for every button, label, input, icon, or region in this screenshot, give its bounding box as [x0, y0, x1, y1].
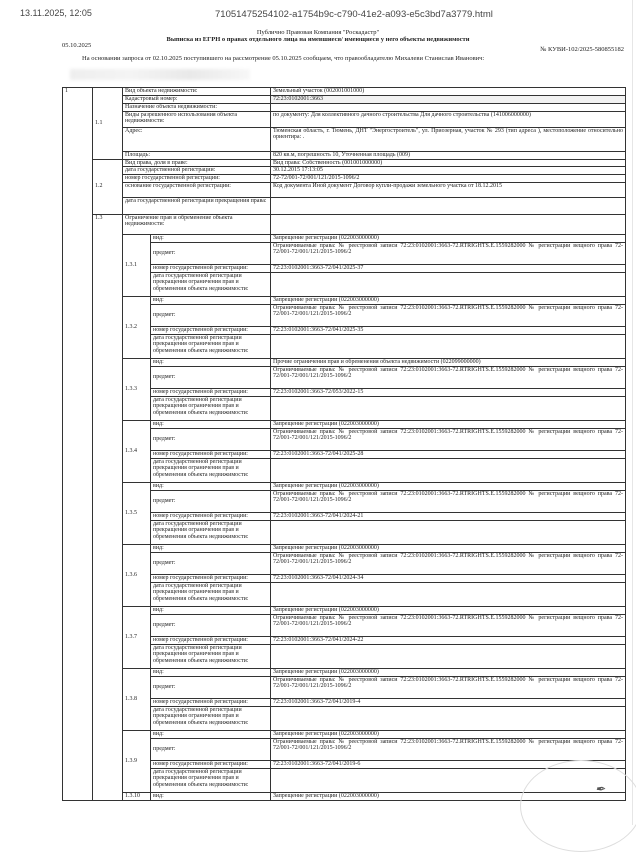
- table-row: [63, 167, 626, 175]
- encumbrance-type: Запрещение регистрации (022003000000): [271, 420, 626, 428]
- stamp-mark: [520, 760, 636, 852]
- table-row: [63, 182, 626, 197]
- redacted-area: [70, 69, 250, 80]
- field-label: Площадь:: [123, 151, 271, 159]
- table-row: [63, 197, 626, 214]
- field-value: Тюменская область, г. Тюмень, ДНТ "Энергостроитель", ул. Приозерная, участок № 293 (тип адреса ), местоположение относительно ориентира: .: [271, 127, 626, 151]
- field-label: вид:: [151, 358, 271, 366]
- encumbrance-subject: Ограничиваемые права: № реестровой записи 72:23:0102001:3663-72.RTRIGHTS.E.1559282000 № регистрации вещного права 72-72/001-72/001/121/2015-1096/2: [271, 304, 626, 326]
- field-value: [271, 197, 626, 214]
- field-label: вид:: [151, 606, 271, 614]
- field-label: вид:: [151, 296, 271, 304]
- field-label: предмет:: [151, 490, 271, 512]
- entry-number: 1.3.2: [123, 296, 151, 358]
- field-label: номер государственной регистрации:: [151, 574, 271, 582]
- field-label: номер государственной регистрации:: [151, 326, 271, 334]
- field-label: вид:: [151, 668, 271, 676]
- encumbrance-type: Запрещение регистрации (022003000000): [271, 482, 626, 490]
- table-row: [63, 127, 626, 151]
- entry-number: 1.3.1: [123, 234, 151, 296]
- entry-number: 1.3.8: [123, 668, 151, 730]
- field-label: Вид объекта недвижимости:: [123, 88, 271, 96]
- encumbrance-type: Запрещение регистрации (022003000000): [271, 234, 626, 242]
- field-label: основание государственной регистрации:: [123, 182, 271, 197]
- termination-date: [271, 334, 626, 358]
- page-edge-divider: [632, 0, 633, 825]
- field-label: Виды разрешенного использования объекта недвижимости:: [123, 111, 271, 127]
- encumbrance-subject: Ограничиваемые права: № реестровой записи 72:23:0102001:3663-72.RTRIGHTS.E.1559282000 № регистрации вещного права 72-72/001-72/001/121/2015-1096/2: [271, 552, 626, 574]
- field-value: по документу: Для коллективного дачного строительства Для дачного строительства (141006000000): [271, 111, 626, 127]
- field-value: 72:23:0102001:3663: [271, 96, 626, 104]
- registration-number: 72:23:0102001:3663-72/053/2022-15: [271, 388, 626, 396]
- company-name: Публично Правовая Компания "Роскадастр": [256, 29, 380, 36]
- encumbrance-subject: Ограничиваемые права: № реестровой записи 72:23:0102001:3663-72.RTRIGHTS.E.1559282000 № регистрации вещного права 72-72/001-72/001/121/2015-1096/2: [271, 428, 626, 450]
- entry-number: 1.3.5: [123, 482, 151, 544]
- entry-number: 1.3.9: [123, 730, 151, 792]
- field-label: вид:: [151, 420, 271, 428]
- field-label: предмет:: [151, 366, 271, 388]
- field-label: Вид права, доля в праве:: [123, 159, 271, 167]
- field-value: Вид права: Собственность (001001000000): [271, 159, 626, 167]
- field-label: предмет:: [151, 428, 271, 450]
- registration-number: 72:23:0102001:3663-72/041/2019-4: [271, 698, 626, 706]
- encumbrance-subject: Ограничиваемые права: № реестровой записи 72:23:0102001:3663-72.RTRIGHTS.E.1559282000 № регистрации вещного права 72-72/001-72/001/121/2015-1096/2: [271, 366, 626, 388]
- table-row: [63, 174, 626, 182]
- field-label: предмет:: [151, 552, 271, 574]
- field-label: предмет:: [151, 676, 271, 698]
- encumbrance-subject: Ограничиваемые права: № реестровой записи 72:23:0102001:3663-72.RTRIGHTS.E.1559282000 № регистрации вещного права 72-72/001-72/001/121/2015-1096/2: [271, 614, 626, 636]
- field-label: вид:: [151, 482, 271, 490]
- field-label: предмет:: [151, 304, 271, 326]
- field-label: Адрес:: [123, 127, 271, 151]
- field-label: номер государственной регистрации:: [151, 388, 271, 396]
- section-number: 1.1: [93, 88, 123, 160]
- row-number: 1: [63, 88, 93, 801]
- encumbrance-subject: Ограничиваемые права: № реестровой записи 72:23:0102001:3663-72.RTRIGHTS.E.1559282000 № регистрации вещного права 72-72/001-72/001/121/2015-1096/2: [271, 242, 626, 264]
- entry-number: 1.3.7: [123, 606, 151, 668]
- field-label: дата государственной регистрации прекращения ограничения прав и обременения объекта недвижимости:: [151, 582, 271, 606]
- termination-date: [271, 458, 626, 482]
- registration-number: 72:23:0102001:3663-72/041/2024-21: [271, 512, 626, 520]
- registration-number: 72:23:0102001:3663-72/041/2024-22: [271, 636, 626, 644]
- field-label: вид:: [151, 234, 271, 242]
- encumbrance-subject: Ограничиваемые права: № реестровой записи 72:23:0102001:3663-72.RTRIGHTS.E.1559282000 № регистрации вещного права 72-72/001-72/001/121/2015-1096/2: [271, 490, 626, 512]
- print-datetime: 13.11.2025, 12:05: [20, 8, 92, 18]
- encumbrance-type: Запрещение регистрации (022003000000): [271, 296, 626, 304]
- encumbrance-type: Запрещение регистрации (022003000000): [271, 544, 626, 552]
- field-label: вид:: [151, 544, 271, 552]
- entry-number: 1.3.10: [123, 792, 151, 800]
- field-label: дата государственной регистрации прекращения ограничения прав и обременения объекта недвижимости:: [151, 644, 271, 668]
- entry-number: 1.3.6: [123, 544, 151, 606]
- encumbrance-row: [63, 730, 626, 738]
- field-label: дата государственной регистрации прекращения ограничения прав и обременения объекта недвижимости:: [151, 520, 271, 544]
- encumbrance-type: Прочие ограничения прав и обременения объекта недвижимости (022099000000): [271, 358, 626, 366]
- field-label: дата государственной регистрации прекращения права:: [123, 197, 271, 214]
- encumbrance-type: Запрещение регистрации (022003000000): [271, 730, 626, 738]
- field-label: вид:: [151, 730, 271, 738]
- field-label: Ограничение прав и обременение объекта недвижимости:: [123, 214, 271, 234]
- registration-number: 72:23:0102001:3663-72/041/2025-28: [271, 450, 626, 458]
- field-label: дата государственной регистрации:: [123, 167, 271, 175]
- termination-date: [271, 582, 626, 606]
- field-label: номер государственной регистрации:: [151, 698, 271, 706]
- signature: ✒: [595, 782, 606, 796]
- field-label: предмет:: [151, 614, 271, 636]
- table-row: [63, 214, 626, 234]
- field-label: номер государственной регистрации:: [151, 450, 271, 458]
- section-number: 1.3: [93, 214, 123, 800]
- encumbrance-row: [63, 668, 626, 676]
- entry-number: 1.3.4: [123, 420, 151, 482]
- field-value: 72-72/001-72/001/121/2015-1096/2: [271, 174, 626, 182]
- termination-date: [271, 272, 626, 296]
- table-row: [63, 151, 626, 159]
- field-label: номер государственной регистрации:: [151, 512, 271, 520]
- encumbrance-row: [63, 606, 626, 614]
- encumbrance-type: Запрещение регистрации (022003000000): [271, 792, 626, 800]
- encumbrance-row: [63, 420, 626, 428]
- field-label: номер государственной регистрации:: [151, 636, 271, 644]
- registration-number: 72:23:0102001:3663-72/041/2025-35: [271, 326, 626, 334]
- field-value: 820 кв.м, погрешность 10, Уточненная площадь (009): [271, 151, 626, 159]
- field-label: номер государственной регистрации:: [123, 174, 271, 182]
- table-row: [63, 104, 626, 112]
- document-title: Выписка из ЕГРН о правах отдельного лица на имевшиеся/ имеющиеся у него объекты недвижимости: [166, 36, 470, 43]
- field-value: [271, 214, 626, 234]
- field-label: предмет:: [151, 242, 271, 264]
- entry-number: 1.3.3: [123, 358, 151, 420]
- document-date: 05.10.2025: [62, 42, 92, 49]
- field-label: дата государственной регистрации прекращения ограничения прав и обременения объекта недвижимости:: [151, 706, 271, 730]
- encumbrance-subject: Ограничиваемые права: № реестровой записи 72:23:0102001:3663-72.RTRIGHTS.E.1559282000 № регистрации вещного права 72-72/001-72/001/121/2015-1096/2: [271, 676, 626, 698]
- section-number: 1.2: [93, 159, 123, 214]
- field-label: номер государственной регистрации:: [151, 264, 271, 272]
- rights-table: [62, 87, 626, 801]
- encumbrance-subject: Ограничиваемые права: № реестровой записи 72:23:0102001:3663-72.RTRIGHTS.E.1559282000 № регистрации вещного права 72-72/001-72/001/121/2015-1096/2: [271, 738, 626, 760]
- field-value: Код документа Иной документ Договор купли-продажи земельного участка от 18.12.2015: [271, 182, 626, 197]
- field-label: дата государственной регистрации прекращения ограничения прав и обременения объекта недвижимости:: [151, 396, 271, 420]
- field-value: [271, 104, 626, 112]
- termination-date: [271, 706, 626, 730]
- field-label: номер государственной регистрации:: [151, 760, 271, 768]
- document-number: № КУВИ-102/2025-580855182: [540, 46, 624, 53]
- field-label: вид:: [151, 792, 271, 800]
- encumbrance-row: [63, 482, 626, 490]
- field-value: 30.12.2015 17:13:05: [271, 167, 626, 175]
- field-label: дата государственной регистрации прекращения ограничения прав и обременения объекта недвижимости:: [151, 768, 271, 792]
- field-value: Земельный участок (002001001000): [271, 88, 626, 96]
- encumbrance-row: [63, 358, 626, 366]
- encumbrance-row: [63, 234, 626, 242]
- termination-date: [271, 396, 626, 420]
- table-row: [63, 88, 626, 96]
- termination-date: [271, 644, 626, 668]
- encumbrance-type: Запрещение регистрации (022003000000): [271, 606, 626, 614]
- registration-number: 72:23:0102001:3663-72/041/2019-6: [271, 760, 626, 768]
- file-name: 71051475254102-a1754b9c-c790-41e2-a093-e5c3bd7a3779.html: [215, 9, 493, 20]
- intro-paragraph: На основании запроса от 02.10.2025 поступившего на рассмотрение 05.10.2025 сообщаем, что правообладателю Михалеви Станислав Иванович:: [82, 55, 485, 62]
- field-label: Назначение объекта недвижимости:: [123, 104, 271, 112]
- termination-date: [271, 520, 626, 544]
- table-row: [63, 159, 626, 167]
- encumbrance-row: [63, 296, 626, 304]
- field-label: Кадастровый номер:: [123, 96, 271, 104]
- field-label: дата государственной регистрации прекращения ограничения прав и обременения объекта недвижимости:: [151, 458, 271, 482]
- registration-number: 72:23:0102001:3663-72/041/2025-37: [271, 264, 626, 272]
- encumbrance-type: Запрещение регистрации (022003000000): [271, 668, 626, 676]
- encumbrance-row: [63, 544, 626, 552]
- field-label: предмет:: [151, 738, 271, 760]
- registration-number: 72:23:0102001:3663-72/041/2024-34: [271, 574, 626, 582]
- table-row: [63, 96, 626, 104]
- table-row: [63, 111, 626, 127]
- field-label: дата государственной регистрации прекращения ограничения прав и обременения объекта недвижимости:: [151, 272, 271, 296]
- field-label: дата государственной регистрации прекращения ограничения прав и обременения объекта недвижимости:: [151, 334, 271, 358]
